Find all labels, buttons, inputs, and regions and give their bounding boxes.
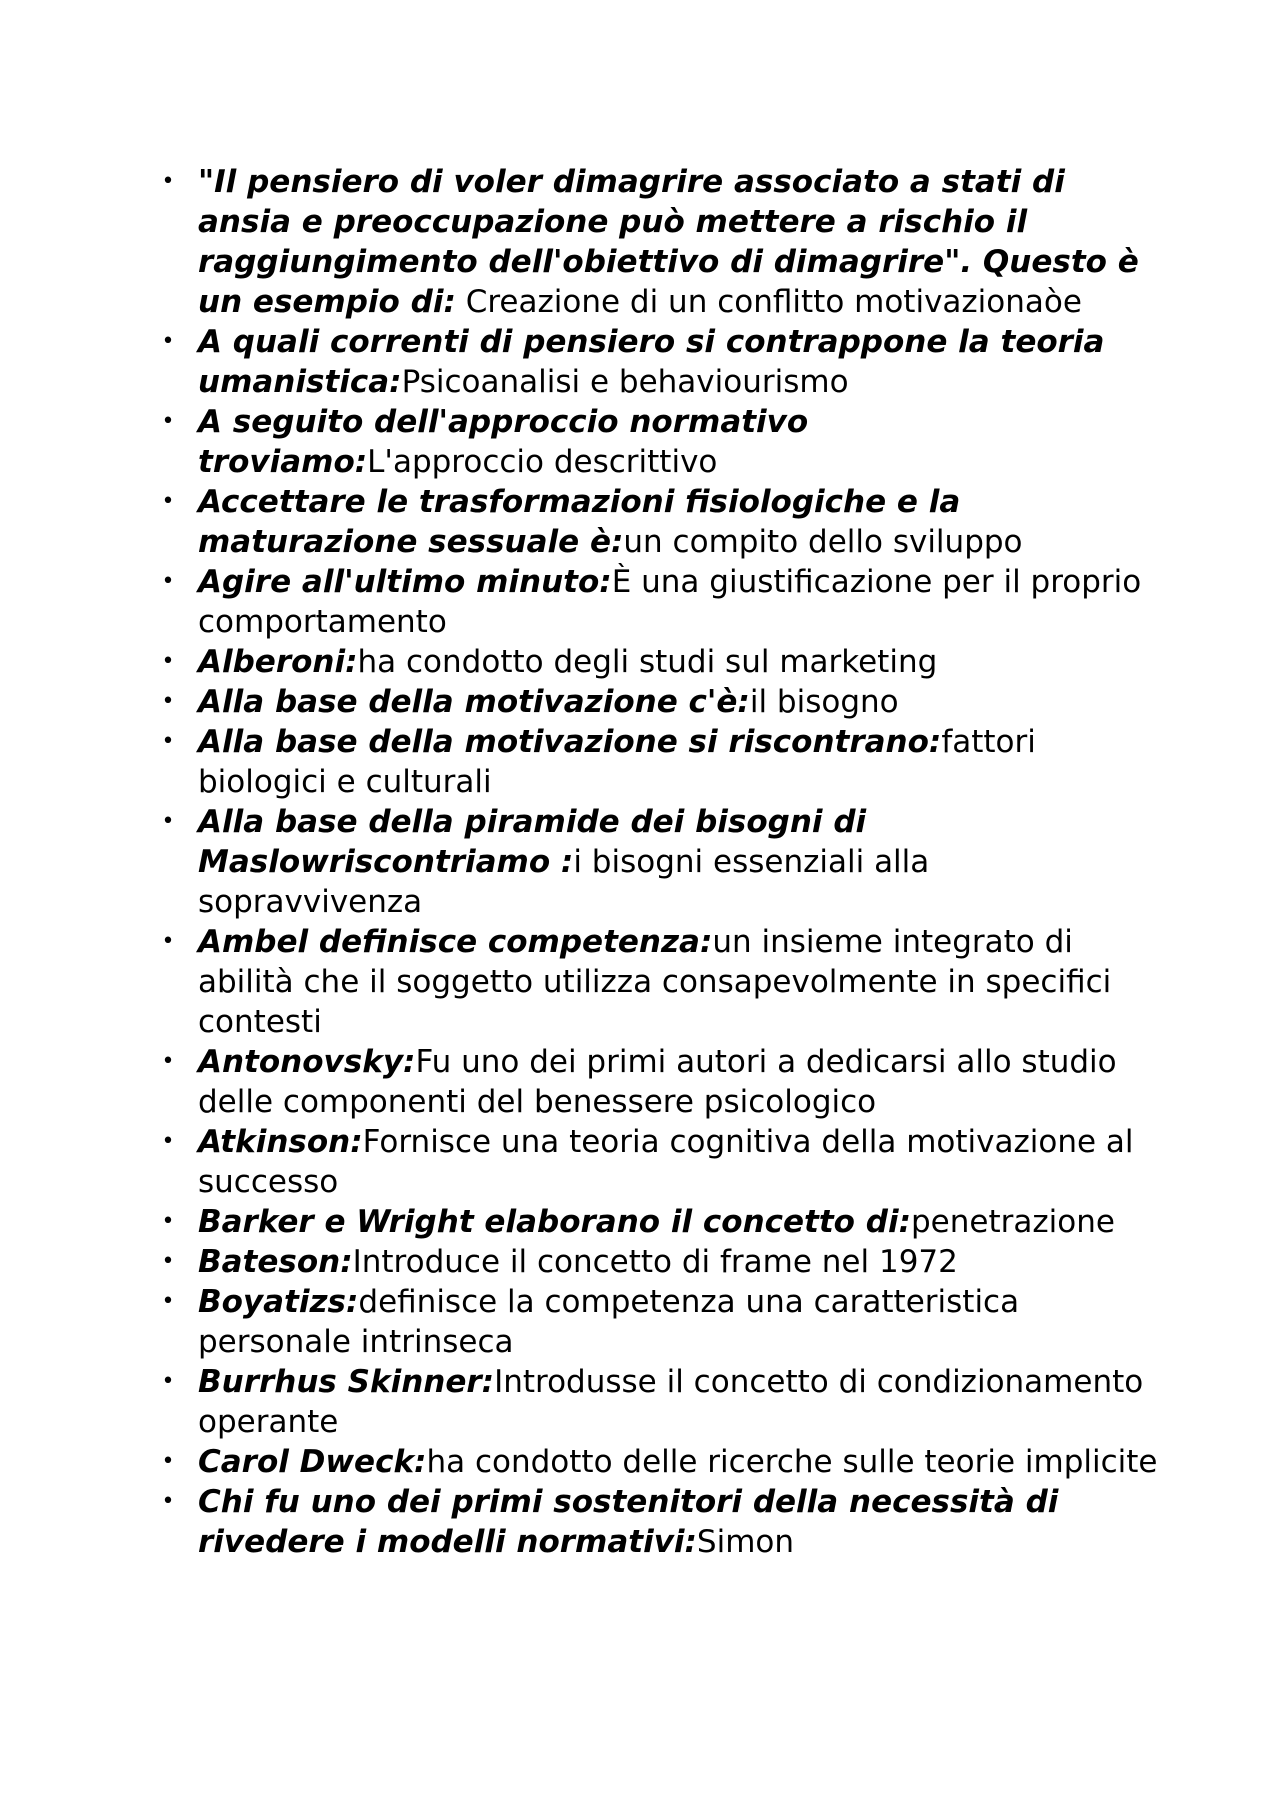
- question-text: Alla base della motivazione c'è:: [198, 684, 750, 720]
- answer-text: Creazione di un conflitto motivazionaòe: [455, 284, 1082, 320]
- bullet-icon: •: [161, 649, 175, 674]
- question-text: "Il pensiero di voler dimagrire associato a stati di ansia e preoccupazione può mettere a rischio il raggiungimento dell'obiettivo di dimagrire". Questo è un esempio di:: [198, 164, 1139, 320]
- question-text: Accettare le trasformazioni fisiologiche e la maturazione sessuale è:: [198, 484, 961, 560]
- answer-text: definisce la competenza una caratteristica personale intrinseca: [198, 1284, 1020, 1360]
- answer-text: i bisogni essenziali alla sopravvivenza: [198, 844, 930, 920]
- question-text: Boyatizs:: [198, 1284, 359, 1320]
- answer-text: ha condotto degli studi sul marketing: [357, 644, 938, 680]
- question-text: Agire all'ultimo minuto:: [198, 564, 612, 600]
- answer-text: Psicoanalisi e behaviourismo: [401, 364, 849, 400]
- question-text: Alberoni:: [198, 644, 358, 680]
- answer-text: un compito dello sviluppo: [623, 524, 1023, 560]
- question-text: Atkinson:: [198, 1124, 363, 1160]
- question-text: Barker e Wright elaborano il concetto di:: [198, 1204, 911, 1240]
- list-item: [158, 562, 1158, 642]
- list-item: [158, 682, 1158, 722]
- list-item: [158, 1042, 1158, 1122]
- answer-text: Introdusse il concetto di condizionamento operante: [198, 1364, 1144, 1440]
- answer-text: ha condotto delle ricerche sulle teorie implicite: [426, 1444, 1158, 1480]
- list-item: [158, 922, 1158, 1042]
- bullet-icon: •: [161, 1489, 175, 1514]
- question-text: Alla base della piramide dei bisogni di Maslowriscontriamo :: [198, 804, 867, 880]
- list-item: [158, 1282, 1158, 1362]
- bullet-icon: •: [161, 409, 175, 434]
- question-text: A seguito dell'approccio normativo troviamo:: [198, 404, 809, 480]
- question-text: Bateson:: [198, 1244, 353, 1280]
- bullet-icon: •: [161, 1449, 175, 1474]
- question-text: A quali correnti di pensiero si contrappone la teoria umanistica:: [198, 324, 1105, 400]
- list-item: [158, 1482, 1158, 1562]
- qa-list: [158, 162, 1158, 1562]
- answer-text: È una giustificazione per il proprio comportamento: [198, 564, 1142, 640]
- bullet-icon: •: [161, 1209, 175, 1234]
- bullet-icon: •: [161, 689, 175, 714]
- bullet-icon: •: [161, 169, 175, 194]
- bullet-icon: •: [161, 489, 175, 514]
- bullet-icon: •: [161, 329, 175, 354]
- list-item: [158, 1242, 1158, 1282]
- answer-text: penetrazione: [911, 1204, 1115, 1240]
- list-item: [158, 722, 1158, 802]
- answer-text: il bisogno: [749, 684, 899, 720]
- question-text: Ambel definisce competenza:: [198, 924, 713, 960]
- question-text: Burrhus Skinner:: [198, 1364, 495, 1400]
- list-item: [158, 642, 1158, 682]
- bullet-icon: •: [161, 1049, 175, 1074]
- bullet-icon: •: [161, 729, 175, 754]
- list-item: [158, 402, 1158, 482]
- bullet-icon: •: [161, 1289, 175, 1314]
- answer-text: un insieme integrato di abilità che il soggetto utilizza consapevolmente in specifici contesti: [198, 924, 1112, 1040]
- bullet-icon: •: [161, 929, 175, 954]
- list-item: [158, 322, 1158, 402]
- answer-text: Introduce il concetto di frame nel 1972: [352, 1244, 958, 1280]
- bullet-icon: •: [161, 1129, 175, 1154]
- bullet-icon: •: [161, 1369, 175, 1394]
- question-text: Chi fu uno dei primi sostenitori della necessità di rivedere i modelli normativi:: [198, 1484, 1059, 1560]
- list-item: [158, 162, 1158, 322]
- question-text: Alla base della motivazione si riscontrano:: [198, 724, 942, 760]
- bullet-icon: •: [161, 809, 175, 834]
- answer-text: fattori biologici e culturali: [198, 724, 1036, 800]
- bullet-icon: •: [161, 1249, 175, 1274]
- list-item: [158, 482, 1158, 562]
- list-item: [158, 802, 1158, 922]
- list-item: [158, 1442, 1158, 1482]
- answer-text: Fornisce una teoria cognitiva della motivazione al successo: [198, 1124, 1134, 1200]
- answer-text: Fu uno dei primi autori a dedicarsi allo studio delle componenti del benessere psicologico: [198, 1044, 1117, 1120]
- list-item: [158, 1362, 1158, 1442]
- list-item: [158, 1122, 1158, 1202]
- answer-text: L'approccio descrittivo: [367, 444, 718, 480]
- answer-text: Simon: [696, 1524, 795, 1560]
- question-text: Carol Dweck:: [198, 1444, 427, 1480]
- list-item: [158, 1202, 1158, 1242]
- bullet-icon: •: [161, 569, 175, 594]
- question-text: Antonovsky:: [198, 1044, 416, 1080]
